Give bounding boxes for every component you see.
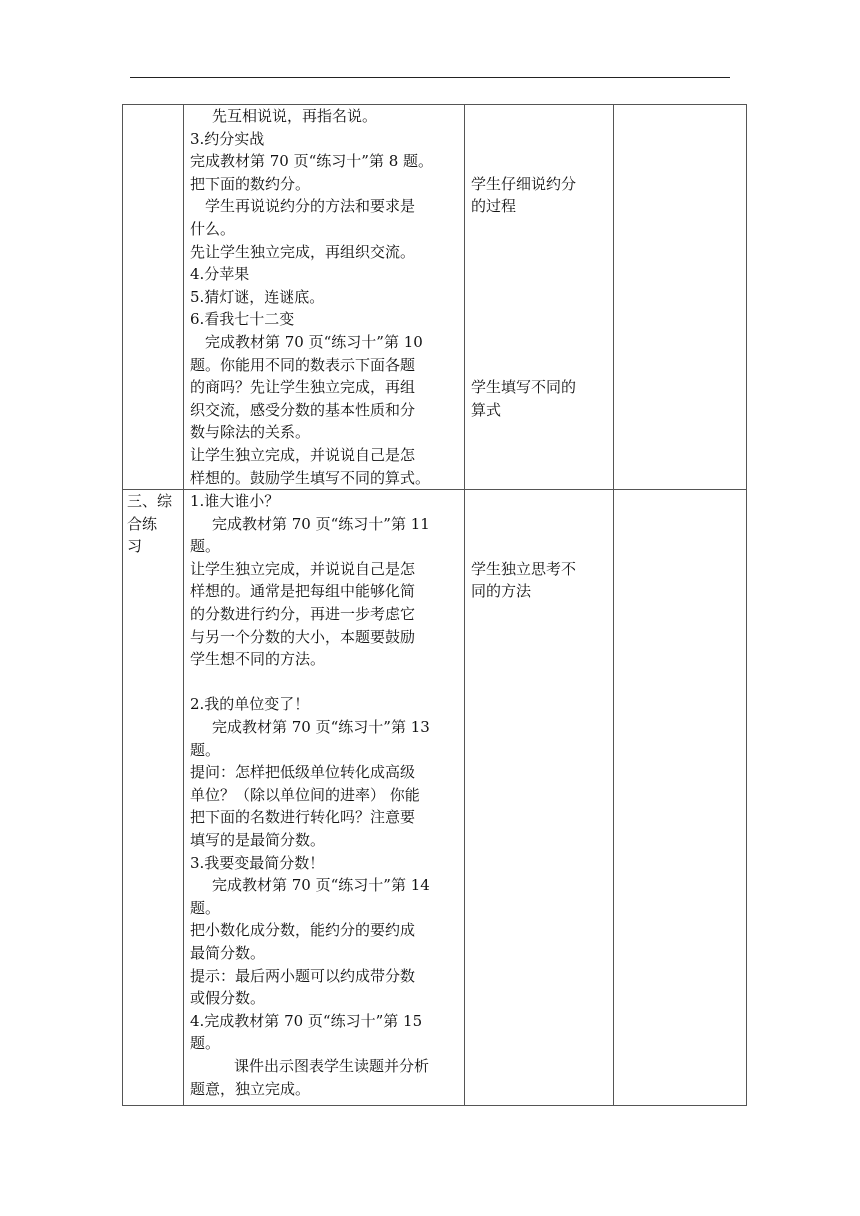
text-line: 学生填写不同的: [471, 378, 577, 397]
teacher-activity-cell: [184, 105, 465, 490]
stage-label: 三、综: [127, 492, 173, 511]
text-line: 学生想不同的方法。: [190, 650, 326, 669]
stage-cell: [123, 105, 184, 490]
text-line: 3.我要变最简分数！: [190, 853, 325, 872]
text-line: 提示：最后两小题可以约成带分数: [190, 966, 416, 985]
text-line: 把下面的数约分。: [190, 174, 311, 193]
text-line: 题意，独立完成。: [190, 1079, 311, 1098]
text-line: 什么。: [190, 219, 236, 238]
text-line: 课件出示图表学生读题并分析: [234, 1056, 430, 1075]
text-line: 完成教材第 70 页“练习十”第 8 题。: [190, 152, 434, 171]
teacher-activity-cell: [184, 490, 465, 1106]
text-line: 完成教材第 70 页“练习十”第 10: [205, 332, 423, 351]
text-line: 的过程: [471, 197, 517, 216]
text-line: 4.完成教材第 70 页“练习十”第 15: [190, 1011, 423, 1030]
table-row: [123, 105, 747, 490]
text-line: 填写的是最简分数。: [190, 831, 326, 849]
text-line: 先让学生独立完成，再组织交流。: [190, 242, 416, 261]
text-line: 3.约分实战: [190, 129, 265, 148]
text-line: 6.看我七十二变: [190, 310, 295, 329]
header-rule: [130, 77, 730, 78]
text-line: 的分数进行约分，再进一步考虑它: [190, 605, 416, 624]
text-line: 先互相说说，再指名说。: [212, 107, 378, 125]
stage-cell: [123, 490, 184, 1106]
text-line: 题。: [190, 740, 221, 759]
text-line: 数与除法的关系。: [190, 423, 311, 442]
text-line: 样想的。鼓励学生填写不同的算式。: [190, 468, 431, 487]
table-row: [123, 490, 747, 1106]
text-line: 把小数化成分数，能约分的要约成: [190, 921, 416, 940]
text-line: 学生仔细说约分: [471, 174, 577, 193]
text-line: 学生独立思考不: [471, 559, 577, 578]
text-line: 把下面的名数进行转化吗？注意要: [190, 808, 416, 827]
student-activity-cell: [465, 490, 614, 1106]
text-line: 完成教材第 70 页“练习十”第 11: [212, 514, 430, 533]
text-line: 5.猜灯谜，连谜底。: [190, 287, 325, 306]
text-line: 同的方法: [471, 582, 532, 601]
student-activity-cell: [465, 105, 614, 490]
lesson-plan-table: [122, 104, 747, 1106]
text-line: 单位？（除以单位间的进率） 你能: [190, 785, 420, 804]
text-line: 完成教材第 70 页“练习十”第 13: [212, 718, 430, 737]
text-line: 题。: [190, 537, 221, 556]
text-line: 让学生独立完成，并说说自己是怎: [190, 559, 416, 578]
text-line: 2.我的单位变了！: [190, 695, 310, 714]
text-line: 与另一个分数的大小，本题要鼓励: [190, 627, 416, 646]
text-line: 4.分苹果: [190, 265, 250, 284]
text-line: 最简分数。: [190, 943, 266, 962]
text-line: 完成教材第 70 页“练习十”第 14: [212, 876, 430, 895]
text-line: 让学生独立完成，并说说自己是怎: [190, 445, 416, 464]
text-line: 题。: [190, 1034, 221, 1053]
notes-cell: [614, 105, 747, 490]
text-line: 题。: [190, 898, 221, 917]
text-line: 或假分数。: [190, 989, 266, 1008]
notes-cell: [614, 490, 747, 1106]
stage-label: 习: [127, 537, 143, 556]
text-line: 1.谁大谁小？: [190, 492, 280, 511]
text-line: 算式: [471, 400, 502, 419]
stage-label: 合练: [127, 514, 158, 533]
text-line: 学生再说说约分的方法和要求是: [205, 197, 416, 216]
text-line: 提问：怎样把低级单位转化成高级: [190, 763, 416, 782]
text-line: 题。你能用不同的数表示下面各题: [190, 355, 416, 374]
text-line: 样想的。通常是把每组中能够化简: [190, 582, 416, 601]
text-line: 织交流，感受分数的基本性质和分: [190, 400, 416, 419]
text-line: 的商吗？先让学生独立完成，再组: [190, 378, 416, 397]
